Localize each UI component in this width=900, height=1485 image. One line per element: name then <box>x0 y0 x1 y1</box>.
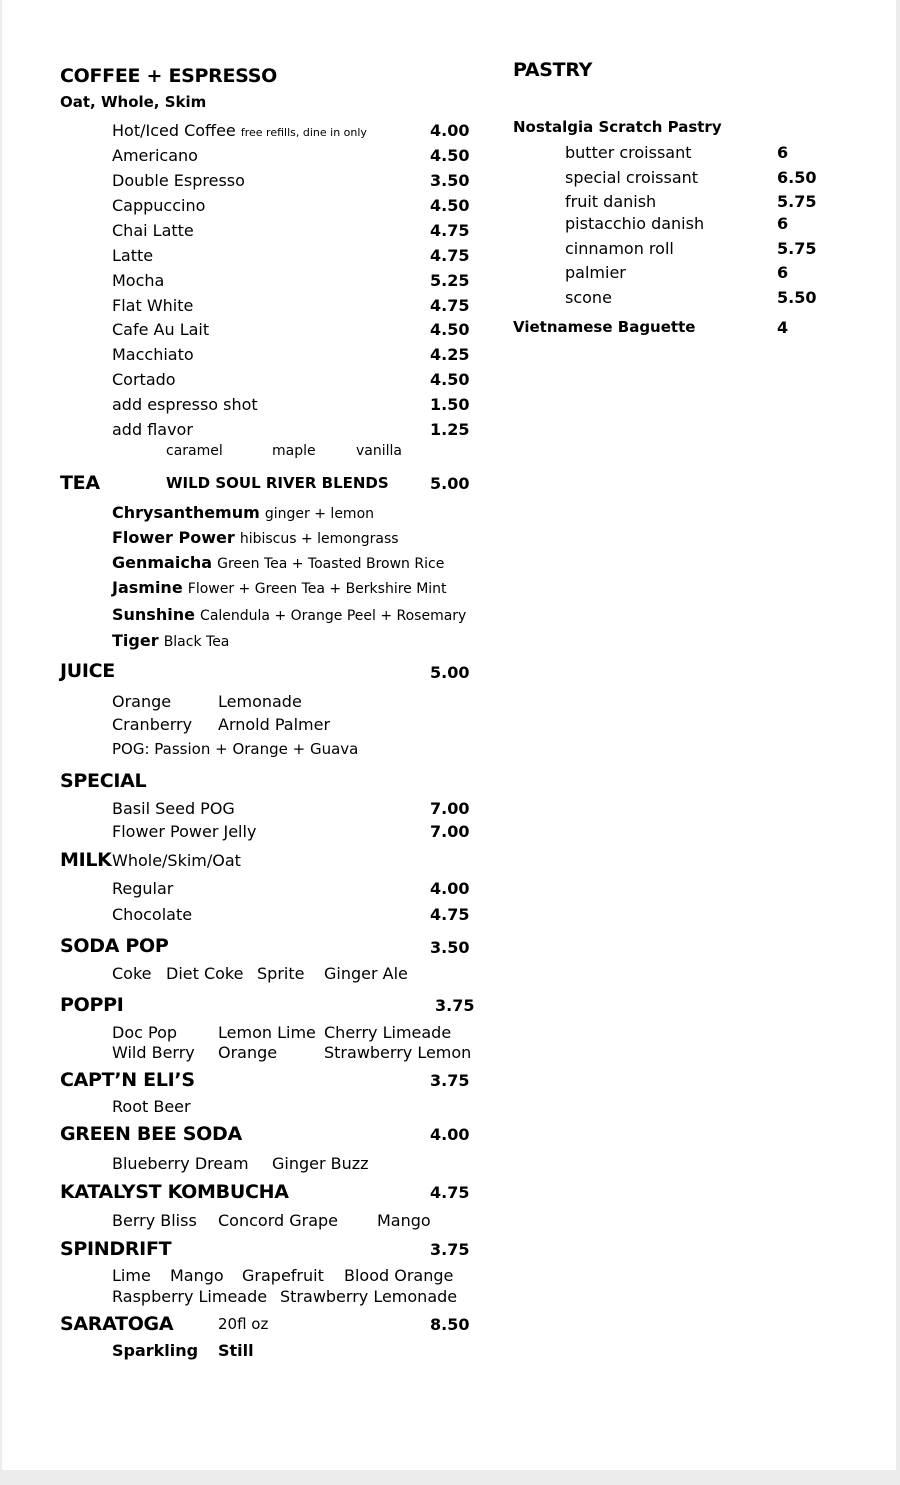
pastry-item-name: scone <box>565 288 612 307</box>
special-item-price: 7.00 <box>430 822 470 841</box>
juice-item: Lemonade <box>218 692 302 711</box>
capt-elis-item: Root Beer <box>112 1097 191 1116</box>
tea-heading: TEA <box>60 472 100 494</box>
poppi-price: 3.75 <box>435 996 475 1015</box>
pastry-item-name: butter croissant <box>565 143 692 162</box>
pastry-heading: PASTRY <box>513 59 593 81</box>
juice-heading: JUICE <box>60 660 115 682</box>
pastry-item-name: pistacchio danish <box>565 214 705 233</box>
milk-item-price: 4.00 <box>430 879 470 898</box>
coffee-item-price: 4.50 <box>430 146 470 165</box>
soda-pop-item: Sprite <box>257 964 305 983</box>
katalyst-item: Berry Bliss <box>112 1211 197 1230</box>
pastry-item-name: cinnamon roll <box>565 239 674 258</box>
coffee-item-price: 4.00 <box>430 121 470 140</box>
coffee-item-name: Flat White <box>112 296 194 315</box>
coffee-item-name: Chai Latte <box>112 221 194 240</box>
coffee-item-note: free refills, dine in only <box>240 126 367 139</box>
poppi-item: Cherry Limeade <box>324 1023 452 1042</box>
soda-pop-price: 3.50 <box>430 938 470 957</box>
pastry-item-price: 6 <box>777 143 789 162</box>
capt-elis-price: 3.75 <box>430 1071 470 1090</box>
green-bee-item: Blueberry Dream <box>112 1154 249 1173</box>
soda-pop-heading: SODA POP <box>60 935 169 957</box>
juice-item: Cranberry <box>112 715 193 734</box>
flavor-option: caramel <box>166 443 223 459</box>
poppi-item: Strawberry Lemon <box>324 1043 472 1062</box>
juice-price: 5.00 <box>430 663 470 682</box>
coffee-item-name: Cortado <box>112 370 176 389</box>
tea-item: Sunshine Calendula + Orange Peel + Rosemary <box>112 605 467 624</box>
poppi-item: Lemon Lime <box>218 1023 316 1042</box>
coffee-item-price: 1.25 <box>430 420 470 439</box>
flavor-option: maple <box>272 443 316 459</box>
pastry-item-price: 5.50 <box>777 288 817 307</box>
spindrift-item: Strawberry Lemonade <box>280 1287 458 1306</box>
katalyst-item: Concord Grape <box>218 1211 339 1230</box>
poppi-item: Wild Berry <box>112 1043 195 1062</box>
pastry-item-price: 5.75 <box>777 239 817 258</box>
special-item-name: Basil Seed POG <box>112 799 235 818</box>
spindrift-item: Lime <box>112 1266 151 1285</box>
green-bee-heading: GREEN BEE SODA <box>60 1123 242 1145</box>
poppi-item: Doc Pop <box>112 1023 178 1042</box>
menu-sheet <box>2 0 896 1470</box>
coffee-item-name: Mocha <box>112 271 165 290</box>
pastry-item-price: 6.50 <box>777 168 817 187</box>
coffee-item-price: 4.75 <box>430 221 470 240</box>
soda-pop-item: Ginger Ale <box>324 964 408 983</box>
poppi-item: Orange <box>218 1043 278 1062</box>
juice-item: Orange <box>112 692 172 711</box>
milk-heading: MILK <box>60 849 112 871</box>
pastry-item-name: special croissant <box>565 168 699 187</box>
katalyst-heading: KATALYST KOMBUCHA <box>60 1181 289 1203</box>
coffee-item-price: 4.50 <box>430 196 470 215</box>
baguette-price: 4 <box>777 318 789 337</box>
spindrift-heading: SPINDRIFT <box>60 1238 172 1260</box>
soda-pop-item: Diet Coke <box>166 964 244 983</box>
juice-item: POG: Passion + Orange + Guava <box>112 740 359 758</box>
pastry-item-name: palmier <box>565 263 626 282</box>
coffee-item-price: 1.50 <box>430 395 470 414</box>
tea-item: Genmaicha Green Tea + Toasted Brown Rice <box>112 553 445 572</box>
coffee-item-price: 5.25 <box>430 271 470 290</box>
capt-elis-heading: CAPT’N ELI’S <box>60 1069 195 1091</box>
flavor-option: vanilla <box>356 443 402 459</box>
pastry-item-price: 6 <box>777 214 789 233</box>
coffee-item-price: 3.50 <box>430 171 470 190</box>
green-bee-item: Ginger Buzz <box>272 1154 369 1173</box>
saratoga-heading: SARATOGA <box>60 1313 174 1335</box>
baguette-name: Vietnamese Baguette <box>513 318 696 336</box>
coffee-item-price: 4.75 <box>430 296 470 315</box>
tea-item: Tiger Black Tea <box>112 631 230 650</box>
coffee-heading: COFFEE + ESPRESSO <box>60 65 277 87</box>
soda-pop-item: Coke <box>112 964 152 983</box>
coffee-item-name: Hot/Iced Coffee free refills, dine in only <box>112 121 367 140</box>
pastry-subtitle: Nostalgia Scratch Pastry <box>513 118 722 136</box>
tea-subtitle: WILD SOUL RIVER BLENDS <box>166 474 389 492</box>
poppi-heading: POPPI <box>60 994 124 1016</box>
coffee-milk-options: Oat, Whole, Skim <box>60 93 207 111</box>
coffee-item-name: Cappuccino <box>112 196 206 215</box>
coffee-item-price: 4.50 <box>430 370 470 389</box>
saratoga-price: 8.50 <box>430 1315 470 1334</box>
spindrift-item: Raspberry Limeade <box>112 1287 268 1306</box>
coffee-item-price: 4.50 <box>430 320 470 339</box>
spindrift-item: Mango <box>170 1266 224 1285</box>
milk-options: Whole/Skim/Oat <box>112 851 241 870</box>
pastry-item-name: fruit danish <box>565 192 657 211</box>
saratoga-item: Still <box>218 1341 254 1360</box>
coffee-item-name: Cafe Au Lait <box>112 320 210 339</box>
katalyst-price: 4.75 <box>430 1183 470 1202</box>
coffee-item-price: 4.25 <box>430 345 470 364</box>
coffee-item-price: 4.75 <box>430 246 470 265</box>
tea-item: Flower Power hibiscus + lemongrass <box>112 528 399 547</box>
katalyst-item: Mango <box>377 1211 431 1230</box>
milk-item-name: Chocolate <box>112 905 193 924</box>
coffee-item-name: Double Espresso <box>112 171 245 190</box>
pastry-item-price: 6 <box>777 263 789 282</box>
coffee-item-name: Americano <box>112 146 198 165</box>
saratoga-item: Sparkling <box>112 1341 199 1360</box>
pastry-item-price: 5.75 <box>777 192 817 211</box>
coffee-item-name: add flavor <box>112 420 193 439</box>
milk-item-name: Regular <box>112 879 174 898</box>
coffee-item-name: add espresso shot <box>112 395 258 414</box>
spindrift-item: Grapefruit <box>242 1266 324 1285</box>
tea-item: Jasmine Flower + Green Tea + Berkshire Mint <box>112 578 447 597</box>
spindrift-item: Blood Orange <box>344 1266 454 1285</box>
milk-item-price: 4.75 <box>430 905 470 924</box>
coffee-item-name: Latte <box>112 246 154 265</box>
tea-price: 5.00 <box>430 474 470 493</box>
special-item-price: 7.00 <box>430 799 470 818</box>
saratoga-size: 20fl oz <box>218 1315 269 1333</box>
special-item-name: Flower Power Jelly <box>112 822 257 841</box>
tea-item: Chrysanthemum ginger + lemon <box>112 503 375 522</box>
juice-item: Arnold Palmer <box>218 715 331 734</box>
coffee-item-name: Macchiato <box>112 345 194 364</box>
spindrift-price: 3.75 <box>430 1240 470 1259</box>
green-bee-price: 4.00 <box>430 1125 470 1144</box>
special-heading: SPECIAL <box>60 770 147 792</box>
